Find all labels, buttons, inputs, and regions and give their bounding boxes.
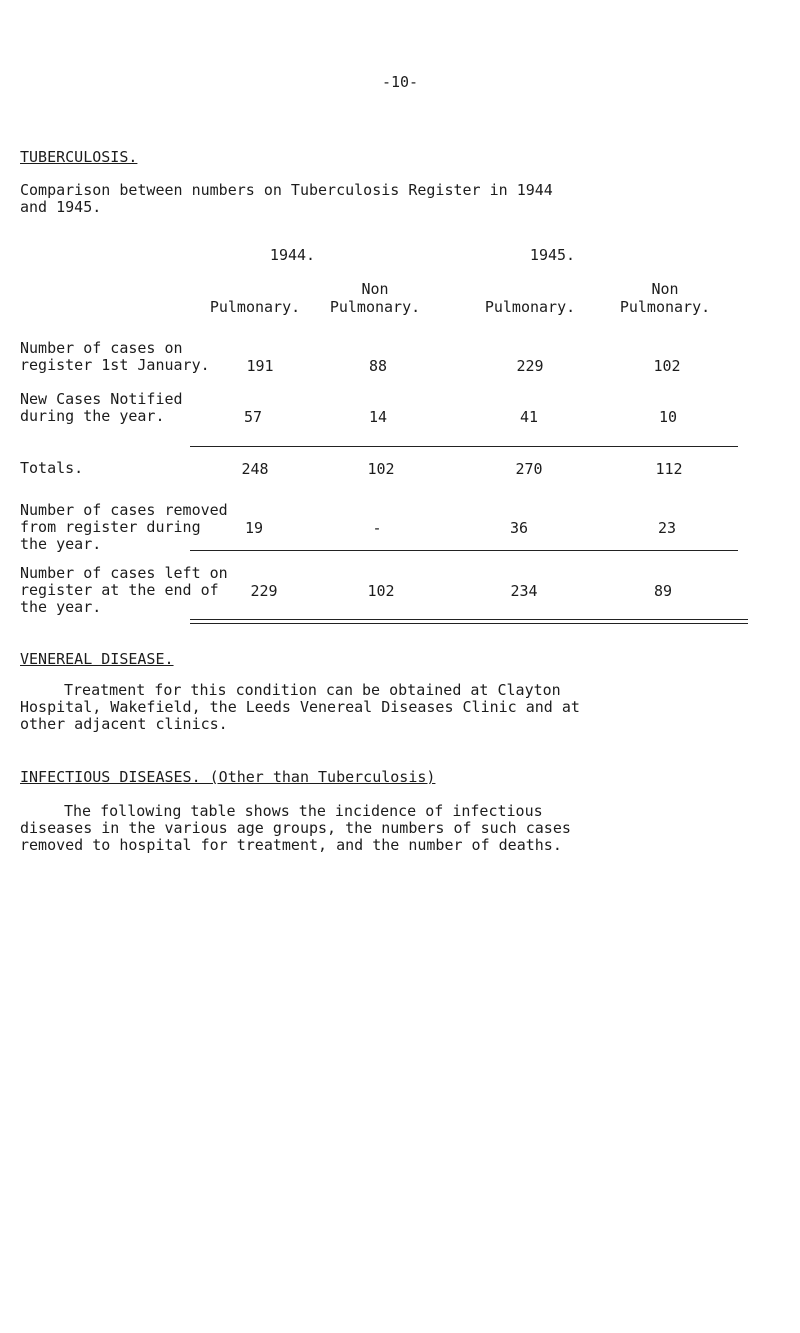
- year-1945: 1945.: [529, 246, 576, 264]
- final-rule-1: [190, 619, 748, 620]
- table-cell: 23: [657, 519, 677, 537]
- row-label-totals: Totals.: [20, 459, 84, 477]
- table-cell: 14: [368, 408, 388, 426]
- table-cell: 19: [244, 519, 264, 537]
- col-head-1944-pulmonary: Pulmonary.: [209, 298, 301, 316]
- table-cell: 57: [243, 408, 263, 426]
- table-cell: -: [372, 519, 382, 537]
- infectious-diseases-text: The following table shows the incidence of infectious diseases in the various age groups, the numbers of such cases removed to hospital for treatment, and the number of deaths.: [20, 802, 571, 854]
- infectious-diseases-heading: INFECTIOUS DISEASES. (Other than Tuberculosis): [20, 768, 436, 786]
- table-cell: 10: [658, 408, 678, 426]
- table-cell: 41: [519, 408, 539, 426]
- table-cell: 229: [250, 582, 278, 600]
- row-label-new-cases-notified: New Cases Notified during the year.: [20, 390, 183, 425]
- table-cell: 102: [367, 582, 395, 600]
- venereal-disease-text: Treatment for this condition can be obtained at Clayton Hospital, Wakefield, the Leeds Venereal Diseases Clinic and at other adjacent clinics.: [20, 681, 580, 733]
- col-head-1945-non-pulmonary: Non Pulmonary.: [619, 280, 711, 316]
- table-cell: 89: [653, 582, 673, 600]
- table-cell: 112: [655, 460, 683, 478]
- year-1944: 1944.: [269, 246, 316, 264]
- table-cell: 36: [509, 519, 529, 537]
- table-cell: 102: [367, 460, 395, 478]
- table-cell: 229: [516, 357, 544, 375]
- row-label-cases-left: Number of cases left on register at the end of the year.: [20, 564, 228, 616]
- tuberculosis-intro: [20, 182, 780, 216]
- table-cell: 191: [246, 357, 274, 375]
- col-head-1945-pulmonary: Pulmonary.: [484, 298, 576, 316]
- removed-rule-below: [190, 550, 738, 551]
- table-cell: 88: [368, 357, 388, 375]
- table-cell: 270: [515, 460, 543, 478]
- table-cell: 234: [510, 582, 538, 600]
- tuberculosis-heading: TUBERCULOSIS.: [20, 148, 138, 166]
- col-head-1944-non-pulmonary: Non Pulmonary.: [329, 280, 421, 316]
- page-number: -10-: [381, 73, 419, 91]
- table-cell: 102: [653, 357, 681, 375]
- intro-line-2: and 1945.: [20, 198, 102, 216]
- totals-rule-above: [190, 446, 738, 447]
- final-rule-2: [190, 623, 748, 624]
- table-cell: 248: [241, 460, 269, 478]
- row-label-cases-removed: Number of cases removed from register during the year.: [20, 501, 228, 553]
- intro-line-1: Comparison between numbers on Tuberculosis Register in 1944: [20, 181, 553, 199]
- venereal-disease-heading: VENEREAL DISEASE.: [20, 650, 174, 668]
- row-label-register-1st-january: Number of cases on register 1st January.: [20, 339, 210, 374]
